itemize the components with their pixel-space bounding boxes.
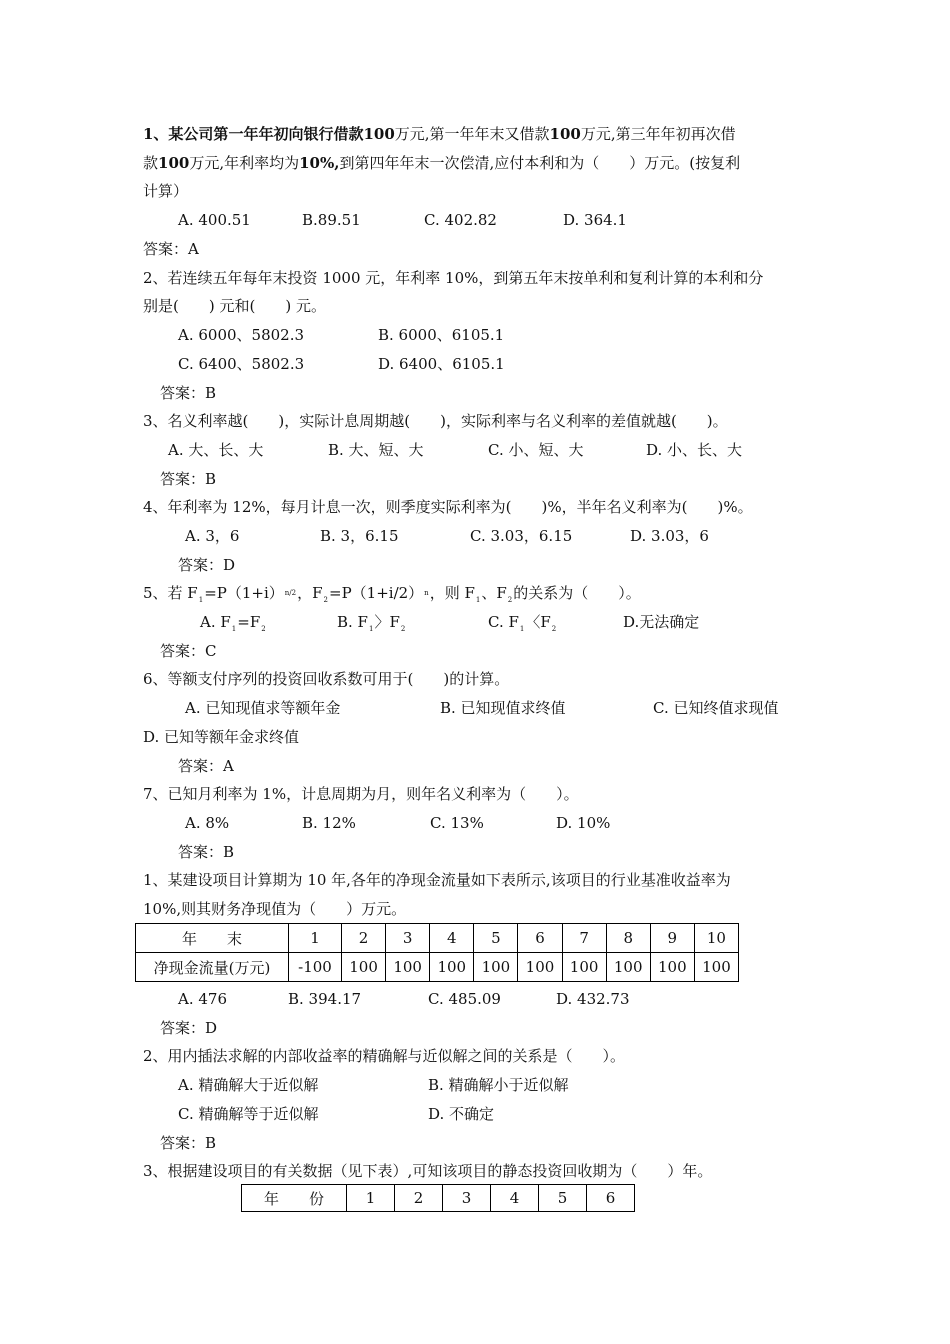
p2-line1: 2、用内插法求解的内部收益率的精确解与近似解之间的关系是（ ）。	[143, 1047, 626, 1065]
q6-option-b: B. 已知现值求终值	[440, 699, 566, 717]
q2-answer: 答案：B	[160, 384, 217, 402]
q2-line2: 别是( ) 元和( ) 元。	[143, 297, 326, 315]
table-header-cell: 6	[518, 924, 562, 953]
q7-line1: 7、已知月利率为 1%，计息周期为月，则年名义利率为（ ）。	[143, 785, 579, 803]
q5-subscript: 1	[198, 596, 204, 604]
q5-option-text: 〈F	[525, 613, 551, 631]
q5-subscript: 2	[507, 596, 513, 604]
table-header-cell: 4	[430, 924, 474, 953]
table-header-cell: 2	[342, 924, 386, 953]
q3-option-c: C. 小、短、大	[488, 441, 584, 459]
q1-option-a: A. 400.51	[178, 211, 251, 229]
q5-text: 、F	[481, 584, 507, 602]
cash-flow-table	[135, 923, 739, 982]
p1-line1: 1、某建设项目计算期为 10 年,各年的净现金流量如下表所示,该项目的行业基准收益率为	[143, 871, 731, 889]
q3-line1: 3、名义利率越( )，实际计息周期越( )，实际利率与名义利率的差值就越( )。	[143, 412, 728, 430]
q5-subscript: 2	[261, 625, 266, 633]
q3-answer: 答案：B	[160, 470, 217, 488]
table-cell: 100	[606, 953, 650, 982]
q5-exponent: n/2	[284, 589, 297, 597]
q5-line1	[143, 583, 641, 610]
q5-option-text: B. F	[337, 613, 368, 631]
q5-subscript: 2	[323, 596, 328, 604]
table-cell: 100	[650, 953, 694, 982]
q3-option-b: B. 大、短、大	[328, 441, 424, 459]
q3-option-a: A. 大、长、大	[168, 441, 264, 459]
p2-option-c: C. 精确解等于近似解	[178, 1105, 319, 1123]
q5-subscript: 1	[231, 625, 237, 633]
q1-line2	[143, 153, 740, 173]
q3-option-d: D. 小、长、大	[646, 441, 743, 459]
q5-text: 5、若 F	[143, 584, 198, 602]
q4-option-a: A. 3，6	[185, 527, 240, 545]
p1-option-d: D. 432.73	[556, 990, 630, 1008]
q7-option-d: D. 10%	[556, 814, 611, 832]
table-row	[136, 953, 739, 982]
q4-option-d: D. 3.03，6	[630, 527, 709, 545]
table-header-cell: 6	[587, 1185, 635, 1212]
q5-subscript: 2	[551, 625, 557, 633]
p2-option-a: A. 精确解大于近似解	[178, 1076, 319, 1094]
table-cell: 100	[518, 953, 562, 982]
q5-option-text: C. F	[488, 613, 519, 631]
p1-line2: 10%,则其财务净现值为（ ）万元。	[143, 900, 407, 918]
q1-option-b: B.89.51	[302, 211, 361, 229]
q6-option-d: D. 已知等额年金求终值	[143, 728, 300, 746]
q5-option-a	[200, 612, 267, 639]
p2-answer: 答案：B	[160, 1134, 217, 1152]
q2-option-b: B. 6000、6105.1	[378, 326, 505, 344]
q5-option-c	[488, 612, 557, 639]
q1-text: 到第四年年末一次偿清,应付本利和为（ ）万元。(按复利	[339, 154, 741, 172]
q1-text: 1、某公司第一年年初向银行借款	[143, 125, 364, 143]
q5-text: ，则 F	[429, 584, 475, 602]
q1-text: 万元,第三年年初再次借	[580, 125, 736, 143]
table-cell: 100	[562, 953, 606, 982]
q5-text: ，F	[297, 584, 323, 602]
table-header-cell: 2	[395, 1185, 443, 1212]
q4-answer: 答案：D	[178, 556, 236, 574]
q6-line1: 6、等额支付序列的投资回收系数可用于( )的计算。	[143, 670, 510, 688]
q5-subscript: 1	[475, 596, 481, 604]
q1-rate: 10%,	[299, 154, 340, 172]
table-header-cell: 5	[539, 1185, 587, 1212]
table-header-cell: 4	[491, 1185, 539, 1212]
table-header-cell: 5	[474, 924, 518, 953]
table-header-cell: 3	[386, 924, 430, 953]
q7-answer: 答案：B	[178, 843, 235, 861]
q1-answer: 答案：A	[143, 240, 199, 258]
q1-line3: 计算）	[143, 182, 189, 200]
q5-option-text: A. F	[200, 613, 231, 631]
q4-option-c: C. 3.03，6.15	[470, 527, 573, 545]
table-header-cell: 1	[289, 924, 342, 953]
p2-option-d: D. 不确定	[428, 1105, 495, 1123]
q6-option-a: A. 已知现值求等额年金	[185, 699, 341, 717]
q2-line1: 2、若连续五年每年末投资 1000 元，年利率 10%，到第五年末按单利和复利计算的本利和分	[143, 269, 764, 287]
q5-answer: 答案：C	[160, 642, 217, 660]
p1-option-b: B. 394.17	[288, 990, 362, 1008]
q1-amount: 100	[158, 154, 190, 172]
q1-amount: 100	[549, 125, 581, 143]
q1-line1	[143, 124, 736, 144]
table-header-cell: 7	[562, 924, 606, 953]
q1-text: 万元,年利率均为	[189, 154, 300, 172]
table-cell: 100	[474, 953, 518, 982]
q5-exponent: n	[424, 589, 429, 597]
p1-answer: 答案：D	[160, 1019, 218, 1037]
payback-table	[241, 1184, 635, 1212]
q5-option-text: =F	[237, 613, 261, 631]
q5-option-d: D.无法确定	[623, 613, 700, 631]
q7-option-c: C. 13%	[430, 814, 484, 832]
table-row	[242, 1185, 635, 1212]
table-header-cell: 3	[443, 1185, 491, 1212]
q1-text: 万元,第一年年末又借款	[394, 125, 550, 143]
table-cell: 100	[386, 953, 430, 982]
q1-option-d: D. 364.1	[563, 211, 627, 229]
q7-option-a: A. 8%	[185, 814, 230, 832]
q1-option-c: C. 402.82	[424, 211, 497, 229]
table-header-cell: 1	[347, 1185, 395, 1212]
q5-option-b	[337, 612, 406, 639]
q5-text: =P（1+i/2）	[329, 584, 424, 602]
table-header-cell: 10	[694, 924, 738, 953]
table-header-cell: 年 末	[136, 924, 289, 953]
table-row	[136, 924, 739, 953]
q5-subscript: 1	[519, 625, 525, 633]
p1-option-c: C. 485.09	[428, 990, 501, 1008]
q6-answer: 答案：A	[178, 757, 234, 775]
q6-option-c: C. 已知终值求现值	[653, 699, 779, 717]
q7-option-b: B. 12%	[302, 814, 356, 832]
q5-option-text: 〉F	[374, 613, 400, 631]
q4-option-b: B. 3，6.15	[320, 527, 399, 545]
p3-line1: 3、根据建设项目的有关数据（见下表）,可知该项目的静态投资回收期为（ ）年。	[143, 1162, 713, 1180]
q1-text: 款	[143, 154, 159, 172]
table-cell: -100	[289, 953, 342, 982]
table-cell: 净现金流量(万元)	[136, 953, 289, 982]
table-header-cell: 8	[606, 924, 650, 953]
q2-option-c: C. 6400、5802.3	[178, 355, 305, 373]
table-header-cell: 9	[650, 924, 694, 953]
q5-subscript: 1	[368, 625, 374, 633]
q2-option-a: A. 6000、5802.3	[178, 326, 305, 344]
table-cell: 100	[694, 953, 738, 982]
q5-text: =P（1+i）	[204, 584, 284, 602]
table-cell: 100	[430, 953, 474, 982]
q1-amount: 100	[363, 125, 395, 143]
table-header-cell: 年 份	[242, 1185, 347, 1212]
q5-text: 的关系为（ ）。	[513, 584, 641, 602]
q4-line1: 4、年利率为 12%，每月计息一次，则季度实际利率为( )%，半年名义利率为( )%。	[143, 498, 753, 516]
table-cell: 100	[342, 953, 386, 982]
p1-option-a: A. 476	[178, 990, 227, 1008]
p2-option-b: B. 精确解小于近似解	[428, 1076, 569, 1094]
q5-subscript: 2	[400, 625, 406, 633]
q2-option-d: D. 6400、6105.1	[378, 355, 505, 373]
